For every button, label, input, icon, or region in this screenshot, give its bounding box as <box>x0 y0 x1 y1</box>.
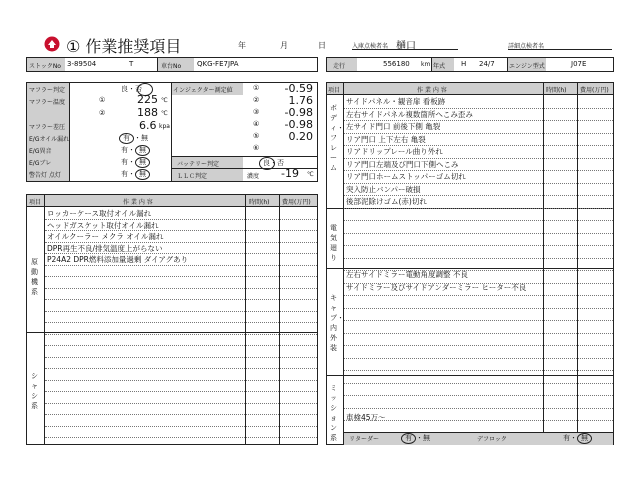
concentration-label: 濃度 <box>247 173 260 180</box>
injector-row <box>245 131 317 143</box>
temp-1-marker: ① <box>99 96 106 104</box>
diff-lock-label: デフロック <box>477 436 507 443</box>
right-work-table <box>326 82 614 445</box>
llc-label: ＬＬＣ判定 <box>177 173 208 180</box>
date-year: 年 <box>238 41 246 50</box>
eg-noise-label: E/G異音 <box>29 148 52 155</box>
retarder-options: 有 ・無 <box>401 433 430 444</box>
left-work-table <box>26 194 318 445</box>
col-cost-header: 費用(万円) <box>282 199 311 206</box>
engine-work-item: ヘッドガスケット取付オイル漏れ <box>47 220 159 230</box>
temp-2-unit: ℃ <box>161 110 168 117</box>
eg-oil-leak-label: E/Gオイル漏れ <box>29 136 70 143</box>
eg-noise-options: 有・ 無 <box>121 145 150 156</box>
vehicle-info-box <box>326 57 614 72</box>
battery-label: バッテリー判定 <box>177 161 220 168</box>
km-unit: km <box>421 61 431 68</box>
chassis-no-value: QKG-FE7JPA <box>197 60 239 68</box>
warning-light-options: 有・ 無 <box>121 169 150 180</box>
cab-section-label: キャブ・内外装 <box>330 294 344 352</box>
right-col-item-header: 項目 <box>328 87 341 94</box>
right-col-work-header: 作 業 内 容 <box>417 87 447 94</box>
injector-number: ① <box>253 84 260 92</box>
engine-work-item: P24A2 DPR燃料添加量過剰 ダイアグあり <box>47 255 189 264</box>
engine-work-item: DPR再生不良/排気温度上がらない <box>47 243 163 253</box>
body-work-item: リア門口 上下左右 亀裂 <box>346 134 426 144</box>
cab-work-item: サイドミラー及びサイドアンダーミラー ヒーター不良 <box>346 282 527 292</box>
body-work-item: リアドリップレール曲り外れ <box>346 147 443 156</box>
date-day: 日 <box>318 41 326 50</box>
stock-info-box <box>26 57 318 72</box>
concentration-value: -19 <box>281 167 299 180</box>
muffler-judge-options: 良・否 <box>121 85 142 93</box>
injector-value: -0.98 <box>284 106 313 119</box>
body-work-item: 左サイド門口 前後下側 亀裂 <box>346 122 441 131</box>
injector-value: -0.59 <box>284 82 313 95</box>
temp-2-marker: ② <box>99 109 106 117</box>
battery-options: 良・否 <box>263 159 284 167</box>
injector-label: インジェクター測定値 <box>173 87 233 94</box>
concentration-unit: ℃ <box>307 171 314 178</box>
muffler-diff-label: マフラー差圧 <box>29 124 66 131</box>
injector-value: -0.98 <box>284 118 313 131</box>
injector-number: ③ <box>253 108 260 116</box>
right-col-time-header: 時間(h) <box>546 87 567 94</box>
model-year-era: H <box>461 60 467 68</box>
eg-shake-options: 有・ 無 <box>121 157 150 168</box>
muffler-diff-value: 6.6 <box>139 119 157 132</box>
retarder-label: リターダー <box>349 436 380 443</box>
col-time-header: 時間(h) <box>249 199 270 206</box>
mileage-label: 走行 <box>333 63 346 70</box>
date-month: 月 <box>280 41 288 50</box>
temp-2-value: 188 <box>137 106 158 119</box>
body-work-item: 後部泥除けゴム(赤)切れ <box>346 197 427 206</box>
diff-lock-options: 有・ 無 <box>563 433 592 444</box>
stock-value: 3-89504 <box>67 60 97 68</box>
detail-inspector-label: 詳細点検者名 <box>508 43 545 50</box>
inspector-label: 入庫点検者名 <box>352 43 389 50</box>
stock-suffix: T <box>129 60 134 68</box>
engine-type-label: エンジン型式 <box>509 63 545 70</box>
warning-light-label: 警告灯 点灯 <box>29 172 61 179</box>
body-work-item: 左右サイドパネル複数箇所へこみ歪み <box>346 109 473 119</box>
injector-number: ② <box>253 96 260 104</box>
mission-work-item: 車検45万～ <box>346 413 386 422</box>
injector-number: ⑤ <box>253 132 260 140</box>
engine-section-label: 原動機系 <box>31 258 38 296</box>
inspector-value: 樋口 <box>396 41 416 52</box>
chassis-section-label: シャシ系 <box>31 372 38 410</box>
muffler-judge-label: マフラー判定 <box>29 87 66 94</box>
mission-section-label: ミッション系 <box>330 384 337 442</box>
mileage-value: 556180 <box>383 60 410 68</box>
injector-value: 1.76 <box>288 94 313 107</box>
chassis-no-label: 車台No <box>161 63 182 70</box>
brand-logo-icon <box>44 36 60 52</box>
body-work-item: リア門口ホームストッパーゴム切れ <box>346 172 466 181</box>
page-title: ① 作業推奨項目 <box>66 37 182 56</box>
col-work-header: 作 業 内 容 <box>123 199 153 206</box>
col-item-header: 項目 <box>29 199 42 206</box>
body-work-item: 突入防止バンパー破損 <box>346 184 421 194</box>
temp-1-value: 225 <box>137 93 158 106</box>
engine-work-item: ロッカーケース取付オイル漏れ <box>47 209 152 218</box>
injector-number: ⑥ <box>253 144 260 152</box>
measurement-box <box>26 82 318 182</box>
model-year-value: 24/7 <box>479 60 495 68</box>
stock-label: ストックNo <box>29 63 61 70</box>
injector-row <box>245 143 317 155</box>
muffler-temp-label: マフラー温度 <box>29 99 66 106</box>
right-col-cost-header: 費用(万円) <box>580 87 609 94</box>
injector-number: ④ <box>253 120 260 128</box>
injector-value: 0.20 <box>288 130 313 143</box>
electric-section-label: 電気廻り <box>330 224 337 262</box>
body-frame-section-label: ボディ・フレーム <box>330 104 344 172</box>
model-year-label: 年式 <box>433 63 446 70</box>
eg-shake-label: E/Gブレ <box>29 160 52 167</box>
eg-oil-options: 有 ・無 <box>119 133 148 144</box>
engine-type-value: J07E <box>571 60 587 68</box>
body-work-item: リア門口左端及び門口下側へこみ <box>346 159 459 169</box>
cab-work-item: 左右サイドミラー電動角度調整 不良 <box>346 270 468 279</box>
body-work-item: サイドパネル・観音扉 看板跡 <box>346 97 446 106</box>
temp-1-unit: ℃ <box>161 97 168 104</box>
kpa-unit: kpa <box>159 123 170 130</box>
engine-work-item: オイルクーラー メクラ オイル漏れ <box>47 232 164 241</box>
